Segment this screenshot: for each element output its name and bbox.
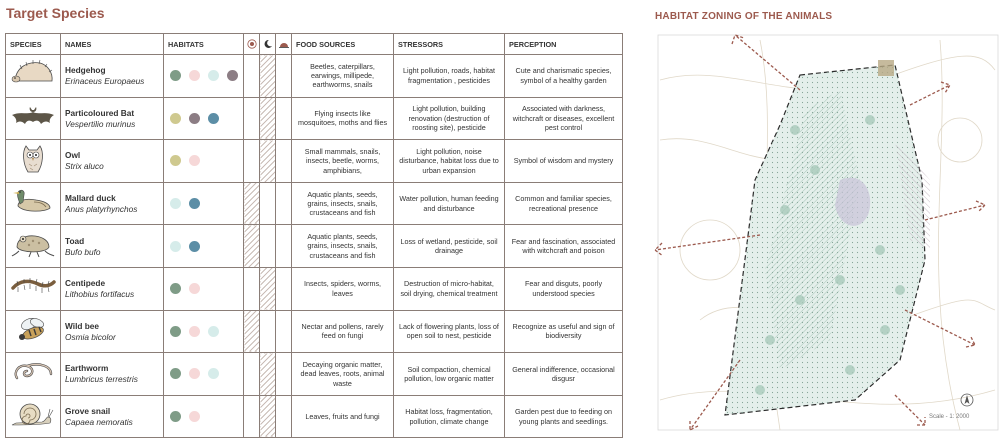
perception-cell: Recognize as useful and sign of biodiversity <box>505 310 623 353</box>
species-image-cell <box>6 97 61 140</box>
crepuscular-cell <box>276 140 292 183</box>
duck-icon <box>10 186 56 221</box>
food-cell: Beetles, caterpillars, earwings, millipede, earthworms, snails <box>292 55 394 98</box>
header-perception: PERCEPTION <box>505 34 623 55</box>
table-row <box>6 225 623 268</box>
crepuscular-cell <box>276 395 292 438</box>
common-name: Particoloured Bat <box>65 107 135 118</box>
table-row <box>6 55 623 98</box>
table-row <box>6 182 623 225</box>
north-arrow-icon <box>960 393 974 407</box>
habitat-dot <box>189 368 200 379</box>
header-sun <box>244 34 260 55</box>
table-header-row <box>6 34 623 55</box>
stressors-cell: Destruction of micro-habitat, soil drying, chemical treatment <box>394 267 505 310</box>
perception-cell: Associated with darkness, witchcraft or diseases, excellent pest control <box>505 97 623 140</box>
table-row <box>6 267 623 310</box>
food-cell: Aquatic plants, seeds, grains, insects, snails, crustaceans and fish <box>292 225 394 268</box>
stressors-cell: Habitat loss, fragmentation, pollution, climate change <box>394 395 505 438</box>
species-name-cell <box>61 55 164 98</box>
species-name-cell <box>61 182 164 225</box>
species-name-cell <box>61 267 164 310</box>
latin-name: Strix aluco <box>65 161 104 172</box>
food-cell: Leaves, fruits and fungi <box>292 395 394 438</box>
nocturnal-cell <box>260 225 276 268</box>
crepuscular-cell <box>276 353 292 396</box>
habitat-dot <box>170 155 181 166</box>
stressors-cell: Loss of wetland, pesticide, soil drainage <box>394 225 505 268</box>
header-names: NAMES <box>61 34 164 55</box>
stressors-cell: Lack of flowering plants, loss of open soil to nest, pesticide <box>394 310 505 353</box>
species-name-cell <box>61 395 164 438</box>
nocturnal-cell <box>260 55 276 98</box>
species-name-cell <box>61 225 164 268</box>
habitat-cell <box>164 97 244 140</box>
habitat-dot <box>170 113 181 124</box>
diurnal-cell <box>244 140 260 183</box>
table-row <box>6 310 623 353</box>
species-name-cell <box>61 353 164 396</box>
diurnal-cell <box>244 353 260 396</box>
habitat-dot <box>227 70 238 81</box>
species-image-cell <box>6 55 61 98</box>
table-row <box>6 353 623 396</box>
header-twilight <box>276 34 292 55</box>
habitat-dot <box>170 283 181 294</box>
moon-icon <box>263 39 273 49</box>
diurnal-cell <box>244 225 260 268</box>
perception-cell: Symbol of wisdom and mystery <box>505 140 623 183</box>
latin-name: Bufo bufo <box>65 246 101 257</box>
common-name: Grove snail <box>65 406 111 417</box>
nocturnal-cell <box>260 97 276 140</box>
perception-cell: Garden pest due to feeding on young plants and seedlings. <box>505 395 623 438</box>
common-name: Toad <box>65 235 85 246</box>
crepuscular-cell <box>276 267 292 310</box>
centipede-icon <box>10 276 56 301</box>
common-name: Hedgehog <box>65 65 106 76</box>
food-cell: Small mammals, snails, insects, beetle, worms, amphibians, <box>292 140 394 183</box>
food-cell: Decaying organic matter, dead leaves, roots, animal waste <box>292 353 394 396</box>
habitat-dot <box>189 198 200 209</box>
perception-cell: Fear and disguts, poorly understood species <box>505 267 623 310</box>
species-image-cell <box>6 182 61 225</box>
header-species: SPECIES <box>6 34 61 55</box>
food-cell: Insects, spiders, worms, leaves <box>292 267 394 310</box>
table-row <box>6 140 623 183</box>
habitat-dot <box>208 326 219 337</box>
habitat-cell <box>164 225 244 268</box>
latin-name: Lithobius fortifacus <box>65 289 135 300</box>
diurnal-cell <box>244 97 260 140</box>
habitat-dot <box>170 411 181 422</box>
stressors-cell: Soil compaction, chemical pollution, low organic matter <box>394 353 505 396</box>
diurnal-cell <box>244 310 260 353</box>
species-image-cell <box>6 140 61 183</box>
diurnal-cell <box>244 182 260 225</box>
habitat-cell <box>164 140 244 183</box>
crepuscular-cell <box>276 182 292 225</box>
common-name: Mallard duck <box>65 193 116 204</box>
habitat-cell <box>164 55 244 98</box>
common-name: Earthworm <box>65 363 109 374</box>
habitat-cell <box>164 310 244 353</box>
hedgehog-icon <box>10 57 56 94</box>
perception-cell: Fear and fascination, associated with witchcraft and poison <box>505 225 623 268</box>
crepuscular-cell <box>276 55 292 98</box>
scale-label: Scale - 1: 2000 <box>929 414 970 420</box>
habitat-dot <box>189 326 200 337</box>
habitat-dot <box>189 411 200 422</box>
nocturnal-cell <box>260 395 276 438</box>
habitat-cell <box>164 395 244 438</box>
perception-cell: General indifference, occasional disgusr <box>505 353 623 396</box>
diurnal-cell <box>244 395 260 438</box>
habitat-dot <box>170 326 181 337</box>
species-image-cell <box>6 353 61 396</box>
habitat-dot <box>208 70 219 81</box>
header-habitats: HABITATS <box>164 34 244 55</box>
diurnal-cell <box>244 267 260 310</box>
crepuscular-cell <box>276 310 292 353</box>
table-row <box>6 97 623 140</box>
header-food: FOOD SOURCES <box>292 34 394 55</box>
species-name-cell <box>61 310 164 353</box>
habitat-dot <box>189 113 200 124</box>
habitat-dot <box>208 368 219 379</box>
habitat-dot <box>170 368 181 379</box>
species-image-cell <box>6 225 61 268</box>
crepuscular-cell <box>276 97 292 140</box>
nocturnal-cell <box>260 353 276 396</box>
nocturnal-cell <box>260 140 276 183</box>
sun-icon <box>247 39 257 49</box>
food-cell: Nectar and pollens, rarely feed on fungi <box>292 310 394 353</box>
stressors-cell: Water pollution, human feeding and disturbance <box>394 182 505 225</box>
header-moon <box>260 34 276 55</box>
table-row <box>6 395 623 438</box>
toad-icon <box>10 229 56 264</box>
perception-cell: Common and familiar species, recreational presence <box>505 182 623 225</box>
site-plan-icon <box>640 20 1000 440</box>
habitat-dot <box>208 113 219 124</box>
habitat-dot <box>170 198 181 209</box>
latin-name: Anus platyrhynchos <box>65 204 138 215</box>
earthworm-icon <box>10 358 56 389</box>
common-name: Owl <box>65 150 81 161</box>
bat-icon <box>10 103 56 134</box>
species-image-cell <box>6 310 61 353</box>
latin-name: Erinaceus Europaeus <box>65 76 145 87</box>
map-title: HABITAT ZONING OF THE ANIMALS <box>655 11 833 22</box>
habitat-dot <box>170 241 181 252</box>
species-image-cell <box>6 395 61 438</box>
species-name-cell <box>61 97 164 140</box>
nocturnal-cell <box>260 267 276 310</box>
habitat-dot <box>170 70 181 81</box>
nocturnal-cell <box>260 310 276 353</box>
snail-icon <box>10 399 56 434</box>
diurnal-cell <box>244 55 260 98</box>
habitat-cell <box>164 182 244 225</box>
stressors-cell: Light pollution, noise disturbance, habitat loss due to urban expansion <box>394 140 505 183</box>
header-stressors: STRESSORS <box>394 34 505 55</box>
twilight-icon <box>279 39 289 49</box>
owl-icon <box>10 140 56 181</box>
stressors-cell: Light pollution, building renovation (destruction of roosting site), pesticide <box>394 97 505 140</box>
common-name: Centipede <box>65 278 106 289</box>
stressors-cell: Light pollution, roads, habitat fragmentation , pesticides <box>394 55 505 98</box>
latin-name: Osmia bicolor <box>65 331 116 342</box>
habitat-dot <box>189 283 200 294</box>
common-name: Wild bee <box>65 320 100 331</box>
food-cell: Flying insects like mosquitoes, moths and flies <box>292 97 394 140</box>
perception-cell: Cute and charismatic species, symbol of a healthy garden <box>505 55 623 98</box>
page-title: Target Species <box>6 5 105 21</box>
bee-icon <box>10 314 56 349</box>
species-table <box>5 33 623 438</box>
habitat-cell <box>164 267 244 310</box>
latin-name: Capaea nemoratis <box>65 417 133 428</box>
habitat-dot <box>189 70 200 81</box>
nocturnal-cell <box>260 182 276 225</box>
species-image-cell <box>6 267 61 310</box>
species-name-cell <box>61 140 164 183</box>
food-cell: Aquatic plants, seeds, grains, insects, snails, crustaceans and fish <box>292 182 394 225</box>
crepuscular-cell <box>276 225 292 268</box>
habitat-cell <box>164 353 244 396</box>
habitat-dot <box>189 241 200 252</box>
latin-name: Lumbricus terrestris <box>65 374 138 385</box>
habitat-dot <box>189 155 200 166</box>
latin-name: Vespertilio murinus <box>65 118 136 129</box>
